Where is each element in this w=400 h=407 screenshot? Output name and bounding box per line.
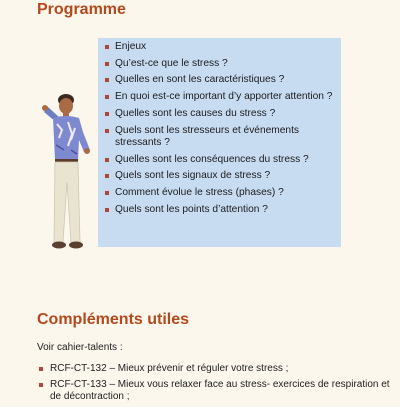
complement-item: RCF-CT-133 – Mieux vous relaxer face au stress- exercices de respiration et de décontraction ; <box>50 379 400 404</box>
programme-box <box>98 38 341 247</box>
presenter-figure-illustration <box>38 90 100 255</box>
programme-item: Comment évolue le stress (phases) ? <box>115 187 333 199</box>
programme-item: Quelles sont les conséquences du stress ? <box>115 154 333 166</box>
complements-intro: Voir cahier-talents : <box>37 342 123 353</box>
programme-item: Enjeux <box>115 41 333 53</box>
complement-item: RCF-CT-132 – Mieux prévenir et réguler votre stress ; <box>50 363 400 376</box>
programme-list <box>98 38 341 216</box>
programme-item: En quoi est-ce important d’y apporter attention ? <box>115 91 333 103</box>
programme-item: Quelles sont les causes du stress ? <box>115 108 333 120</box>
programme-item: Qu’est-ce que le stress ? <box>115 58 333 70</box>
complements-heading: Compléments utiles <box>37 311 190 328</box>
programme-heading: Programme <box>37 1 126 18</box>
programme-item: Quelles en sont les caractéristiques ? <box>115 74 333 86</box>
programme-item: Quels sont les stresseurs et événements stressants ? <box>115 125 333 150</box>
programme-item: Quels sont les signaux de stress ? <box>115 170 333 182</box>
programme-item: Quels sont les points d’attention ? <box>115 204 333 216</box>
